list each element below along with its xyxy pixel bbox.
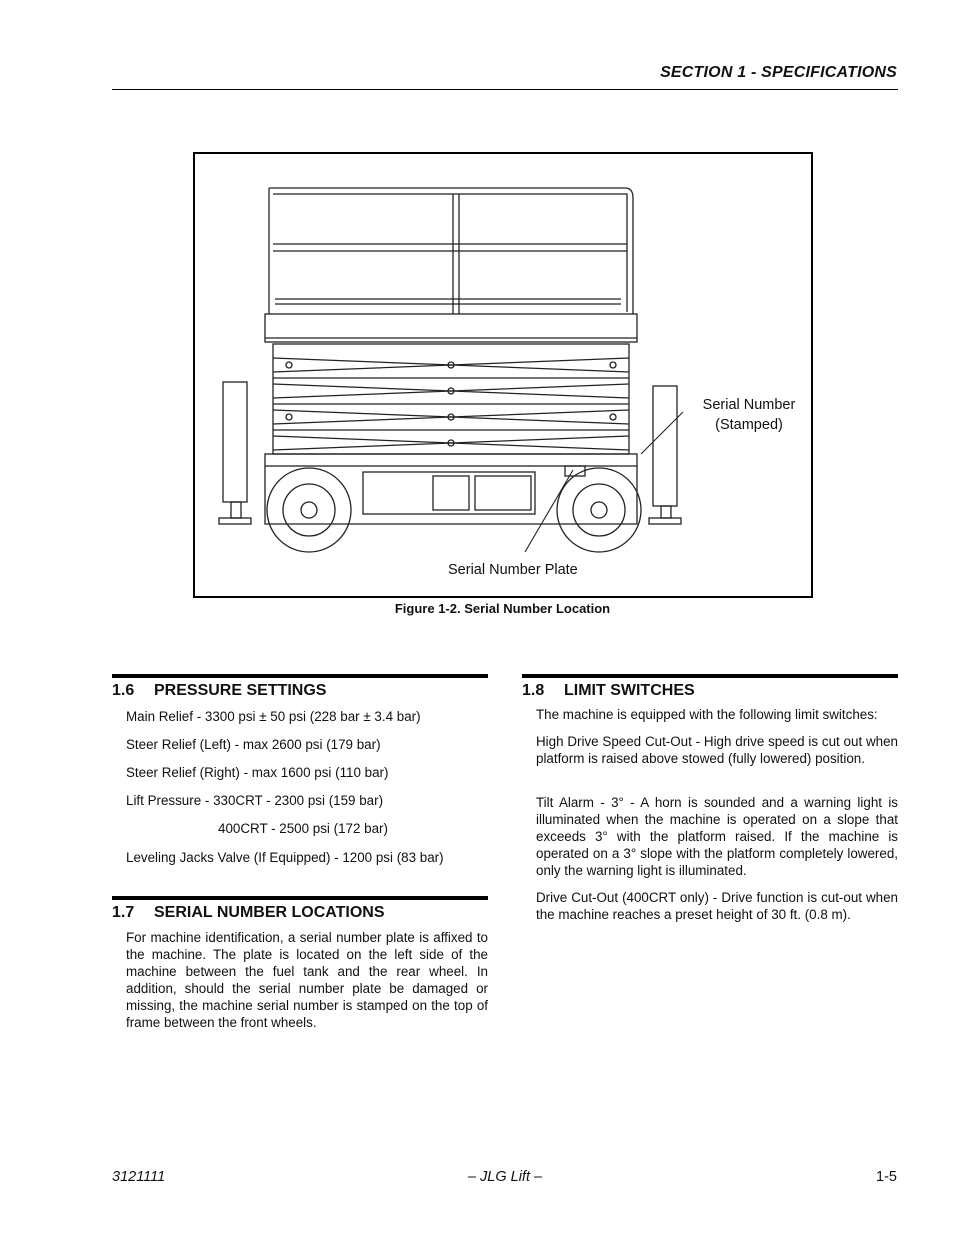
figure-serial-number-location: [193, 152, 813, 598]
header-rule: [112, 89, 898, 90]
section-heading-serial-number-locations: [112, 896, 488, 928]
pressure-item: Main Relief - 3300 psi ± 50 psi (228 bar ± 3.4 bar): [126, 709, 421, 724]
pressure-item: Lift Pressure - 330CRT - 2300 psi (159 bar): [126, 793, 384, 808]
callout-serial-number-stamped: [695, 395, 803, 435]
callout-stamped-line2: (Stamped): [715, 417, 783, 433]
footer-page-number: 1-5: [876, 1169, 897, 1185]
section-number: 1.6: [112, 682, 135, 699]
pressure-item: Steer Relief (Left) - max 2600 psi (179 bar): [126, 737, 381, 752]
footer-doc-number: 3121111: [112, 1169, 166, 1185]
limit-paragraph: Tilt Alarm - 3° - A horn is sounded and a warning light is illuminated when the machine is operated on a slope that exceeds 3° with the platform raised. If the machine is operated on a 3° slope with the platform completely lowered, only the warning light is illuminated.: [536, 795, 898, 878]
callout-serial-number-plate: Serial Number Plate: [448, 562, 578, 578]
limit-paragraph: High Drive Speed Cut-Out - High drive speed is cut out when platform is raised above stowed (fully lowered) position.: [536, 734, 898, 766]
section-title: SERIAL NUMBER LOCATIONS: [154, 904, 385, 921]
footer-publisher: – JLG Lift –: [467, 1169, 543, 1185]
section-heading-pressure-settings: [112, 674, 488, 706]
limit-intro: The machine is equipped with the following limit switches:: [536, 707, 878, 722]
section-title: PRESSURE SETTINGS: [154, 682, 327, 699]
callout-stamped-line1: Serial Number: [702, 397, 796, 413]
section-number: 1.7: [112, 904, 135, 921]
serial-body: For machine identification, a serial number plate is affixed to the machine. The plate is located on the left side of the machine between the fuel tank and the rear wheel. In addition, should the serial number plate be damaged or missing, the machine serial number is stamped on the top of frame between the front wheels.: [126, 930, 488, 1030]
pressure-item: Steer Relief (Right) - max 1600 psi (110 bar): [126, 765, 389, 780]
section-heading-limit-switches: [522, 674, 898, 706]
limit-paragraph: Drive Cut-Out (400CRT only) - Drive function is cut-out when the machine reaches a preset height of 30 ft. (0.8 m).: [536, 890, 898, 922]
pressure-item: 400CRT - 2500 psi (172 bar): [218, 821, 388, 836]
section-number: 1.8: [522, 682, 545, 699]
section-title: LIMIT SWITCHES: [564, 682, 695, 699]
figure-caption: Figure 1-2. Serial Number Location: [394, 601, 611, 616]
scissor-lift-drawing: [195, 154, 811, 596]
pressure-item: Leveling Jacks Valve (If Equipped) - 1200 psi (83 bar): [126, 850, 444, 865]
section-header-title: SECTION 1 - SPECIFICATIONS: [660, 64, 897, 81]
